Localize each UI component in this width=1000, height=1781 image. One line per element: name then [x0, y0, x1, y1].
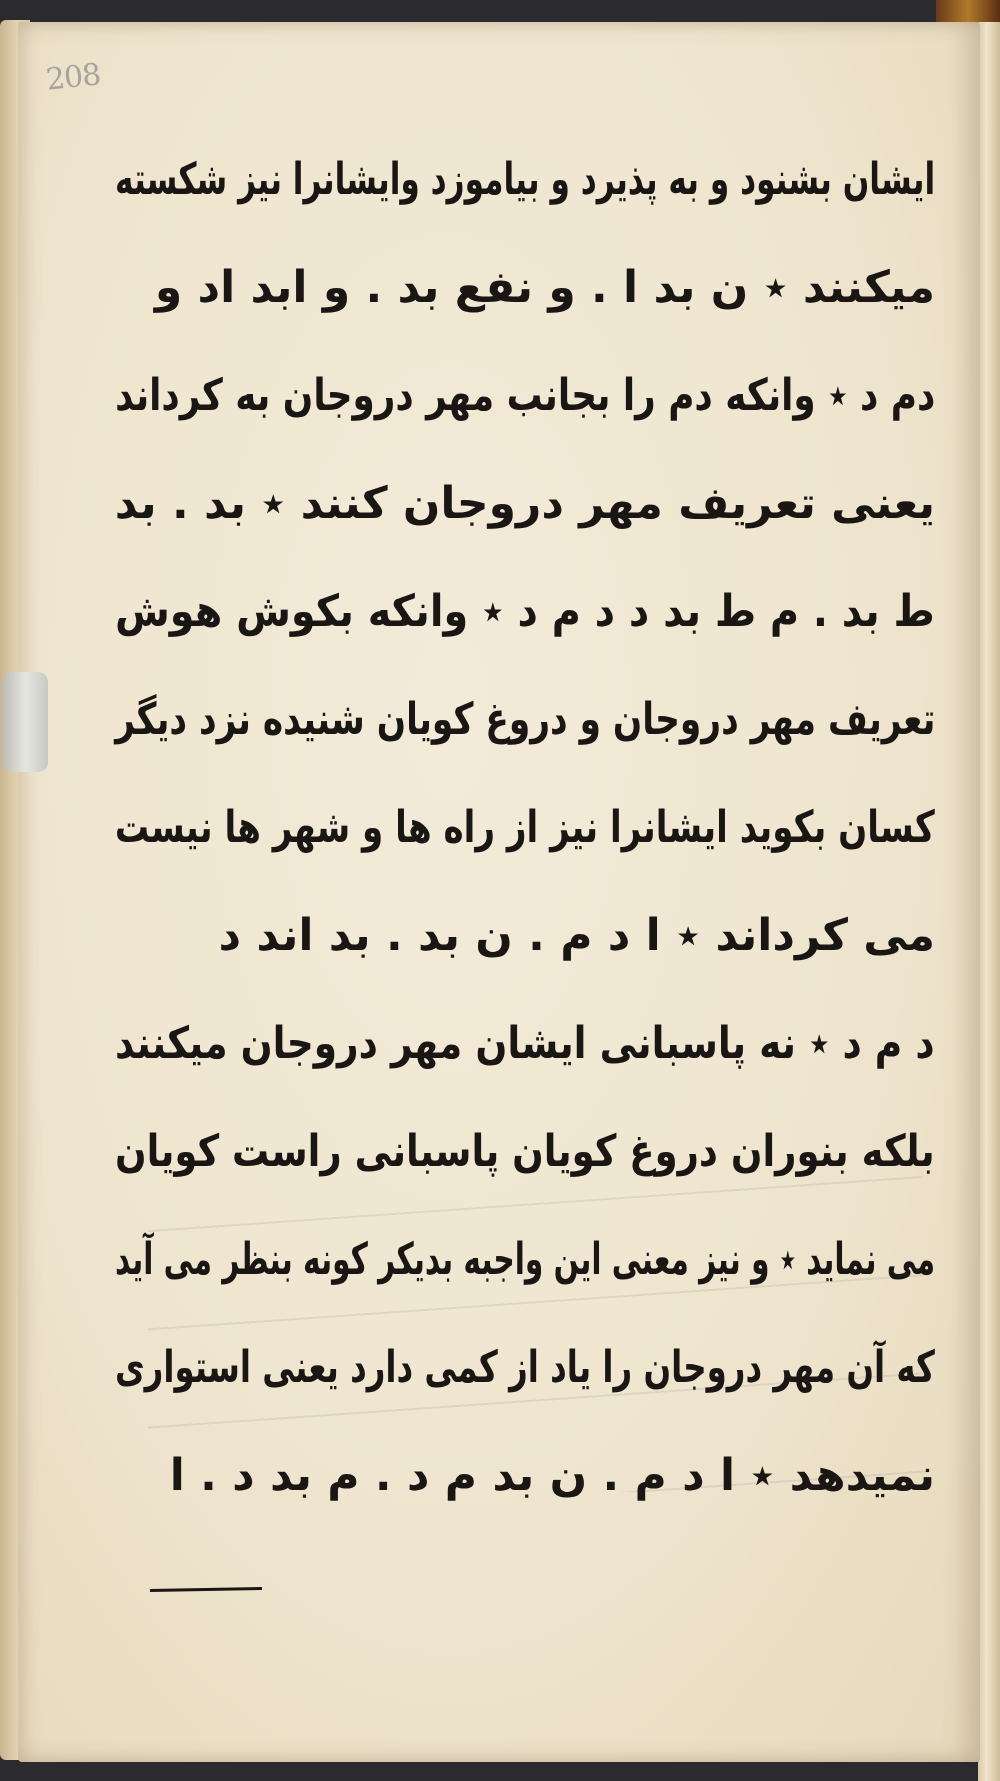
text-line: د م د ٭ نه پاسبانی ایشان مهر دروجان میکنند [115, 1018, 935, 1069]
manuscript-text [115, 150, 935, 1600]
book-edge-right [978, 0, 1000, 1781]
text-line: که آن مهر دروجان را یاد از کمی دارد یعنی استواری [115, 1342, 935, 1393]
text-line: ط بد . م ط بد د د م د ٭ وانکه بکوش هوش [115, 586, 935, 637]
text-line: نمیدهد ٭ ا د م . ن بد م د . م بد د . ا [169, 1450, 935, 1501]
text-line: می کرداند ٭ ا د م . ن بد . بد اند د [218, 910, 935, 961]
text-line: یعنی تعریف مهر دروجان کنند ٭ بد . بد [114, 478, 935, 529]
text-line: دم د ٭ وانکه دم را بجانب مهر دروجان به کرداند [114, 370, 935, 421]
binding-ribbon [936, 0, 1000, 22]
text-line: ایشان بشنود و به پذیرد و بیاموزد وایشانرا نیز شکسته [114, 154, 935, 205]
text-line: بلکه بنوران دروغ کویان پاسبانی راست کویان [115, 1126, 935, 1177]
page-clip [2, 672, 48, 772]
text-line: میکنند ٭ ن بد ا . و نفع بد . و ابد اد و [154, 262, 935, 313]
text-line: کسان بکوید ایشانرا نیز از راه ها و شهر ها نیست [115, 802, 935, 853]
text-line: تعریف مهر دروجان و دروغ کویان شنیده نزد دیگر [114, 694, 935, 745]
text-line: می نماید ٭ و نیز معنی این واجبه بدیکر کونه بنظر می آید [114, 1234, 935, 1285]
folio-number: 208 [44, 57, 102, 98]
